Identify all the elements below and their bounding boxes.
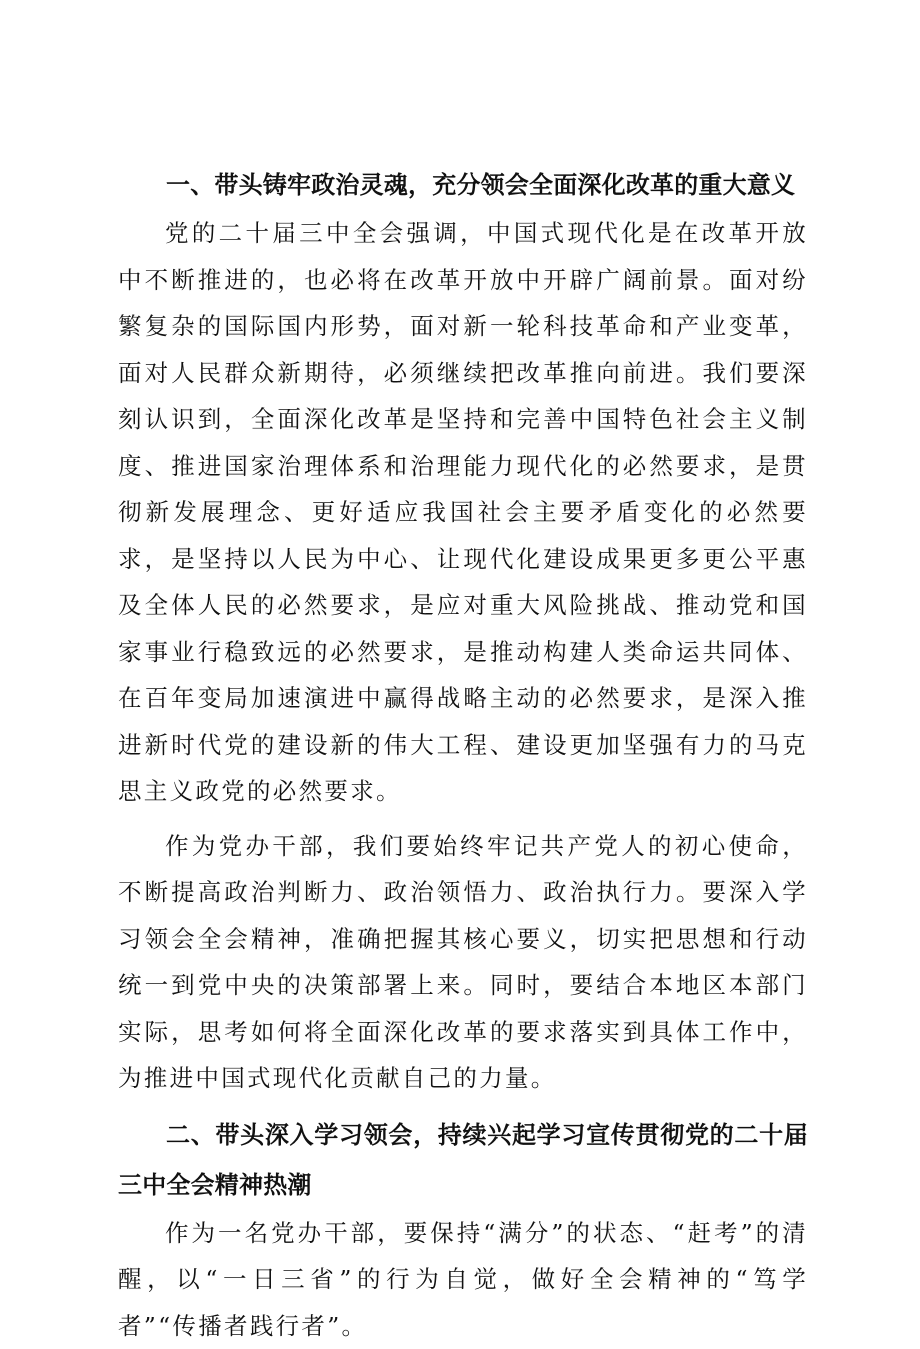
paragraph-spacer <box>118 815 808 823</box>
section-1-heading: 一、带头铸牢政治灵魂，充分领会全面深化改革的重大意义 <box>118 160 808 210</box>
section-1-paragraph-1: 党的二十届三中全会强调，中国式现代化是在改革开放中不断推进的，也必将在改革开放中开辟广阔前景。面对纷繁复杂的国际国内形势，面对新一轮科技革命和产业变革，面对人民群众新期待，必须继续把改革推向前进。我们要深刻认识到，全面深化改革是坚持和完善中国特色社会主义制度、推进国家治理体系和治理能力现代化的必然要求，是贯彻新发展理念、更好适应我国社会主要矛盾变化的必然要求，是坚持以人民为中心、让现代化建设成果更多更公平惠及全体人民的必然要求，是应对重大风险挑战、推动党和国家事业行稳致远的必然要求，是推动构建人类命运共同体、在百年变局加速演进中赢得战略主动的必然要求，是深入推进新时代党的建设新的伟大工程、建设更加坚强有力的马克思主义政党的必然要求。 <box>118 210 808 815</box>
section-1-paragraph-2: 作为党办干部，我们要始终牢记共产党人的初心使命，不断提高政治判断力、政治领悟力、政治执行力。要深入学习领会全会精神，准确把握其核心要义，切实把思想和行动统一到党中央的决策部署上来。同时，要结合本地区本部门实际，思考如何将全面深化改革的要求落实到具体工作中，为推进中国式现代化贡献自己的力量。 <box>118 823 808 1102</box>
paragraph-spacer <box>118 1102 808 1110</box>
section-2-heading: 二、带头深入学习领会，持续兴起学习宣传贯彻党的二十届三中全会精神热潮 <box>118 1110 808 1210</box>
section-2-paragraph-1: 作为一名党办干部，要保持“满分”的状态、“赶考”的清醒，以“一日三省”的行为自觉，做好全会精神的“笃学者”“传播者践行者”。 <box>118 1210 808 1349</box>
document-body <box>118 160 808 1349</box>
